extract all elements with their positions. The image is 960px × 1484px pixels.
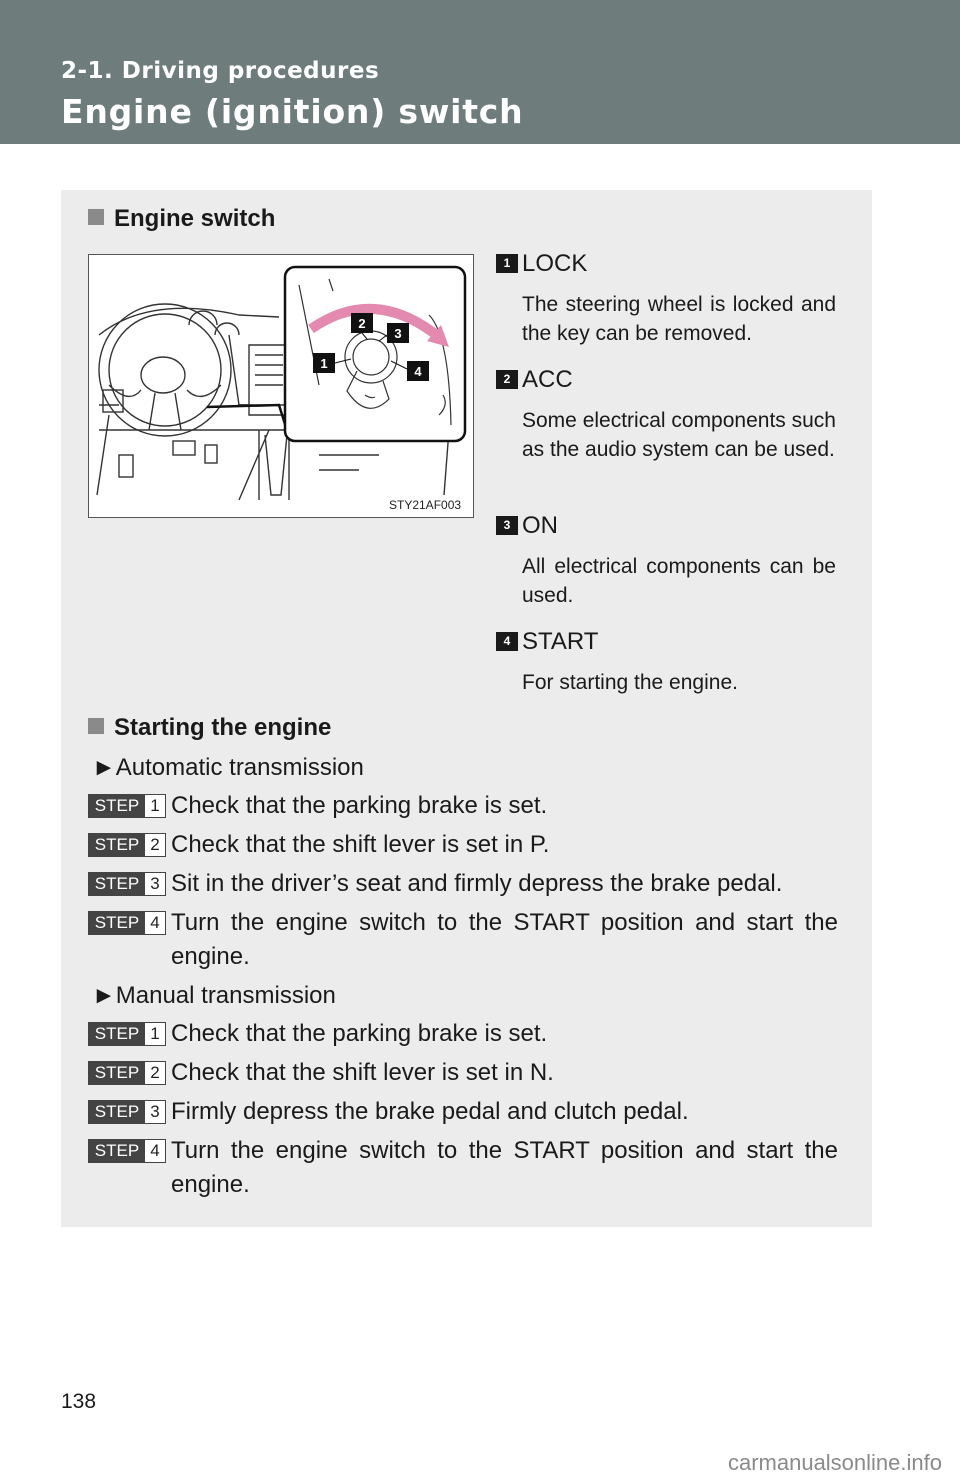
step-text: Check that the shift lever is set in P. [171,831,550,858]
step-badge: STEP 3 [88,872,166,896]
step-badge: STEP 2 [88,1061,166,1085]
step-badge: STEP 1 [88,794,166,818]
page-number: 138 [61,1390,97,1413]
position-label: ON [522,512,558,539]
triangle-right-icon: ► [92,754,116,781]
step-text: Turn the engine switch to the START position and start the engine. [171,909,838,970]
step-badge: STEP 4 [88,1139,166,1163]
page-title: Engine (ignition) switch [61,92,524,131]
step-text: Check that the parking brake is set. [171,792,548,819]
position-label: ACC [522,366,573,393]
figure-code: STY21AF003 [389,498,462,512]
svg-text:3: 3 [394,326,402,341]
step-badge: STEP 1 [88,1022,166,1046]
step-badge: STEP 3 [88,1100,166,1124]
step-badge: STEP 2 [88,833,166,857]
position-desc: For starting the engine. [522,671,738,694]
square-bullet-icon [88,209,104,225]
engine-switch-heading: Engine switch [88,205,275,233]
square-bullet-icon [88,718,104,734]
svg-text:1: 1 [320,356,328,371]
watermark[interactable]: carmanualsonline.info [727,1450,942,1475]
starting-heading: Starting the engine [88,714,331,742]
position-label: START [522,628,599,655]
position-number: 2 [496,370,518,389]
position-number: 1 [496,254,518,273]
step-badge: STEP 4 [88,911,166,935]
svg-text:2: 2 [358,316,366,331]
page-header [0,0,960,144]
step-text: Check that the shift lever is set in N. [171,1059,554,1086]
section-title: 2-1. Driving procedures [61,58,380,84]
step-text: Check that the parking brake is set. [171,1020,548,1047]
triangle-right-icon: ► [92,982,116,1009]
automatic-label: ►Automatic transmission [92,754,364,781]
step-text: Sit in the driver’s seat and firmly depress the brake pedal. [171,870,783,897]
svg-text:4: 4 [414,364,422,379]
step-text: Firmly depress the brake pedal and clutch pedal. [171,1098,689,1125]
step-text: Turn the engine switch to the START position and start the engine. [171,1137,838,1198]
dashboard-drawing [89,255,473,517]
manual-label: ►Manual transmission [92,982,336,1009]
position-label: LOCK [522,250,588,277]
engine-switch-illustration [88,254,474,518]
position-desc: The steering wheel is locked and the key can be removed. [522,293,836,345]
position-number: 4 [496,632,518,651]
position-number: 3 [496,516,518,535]
position-desc: All electrical components can be used. [522,555,836,607]
position-desc: Some electrical components such as the audio system can be used. [522,409,836,461]
